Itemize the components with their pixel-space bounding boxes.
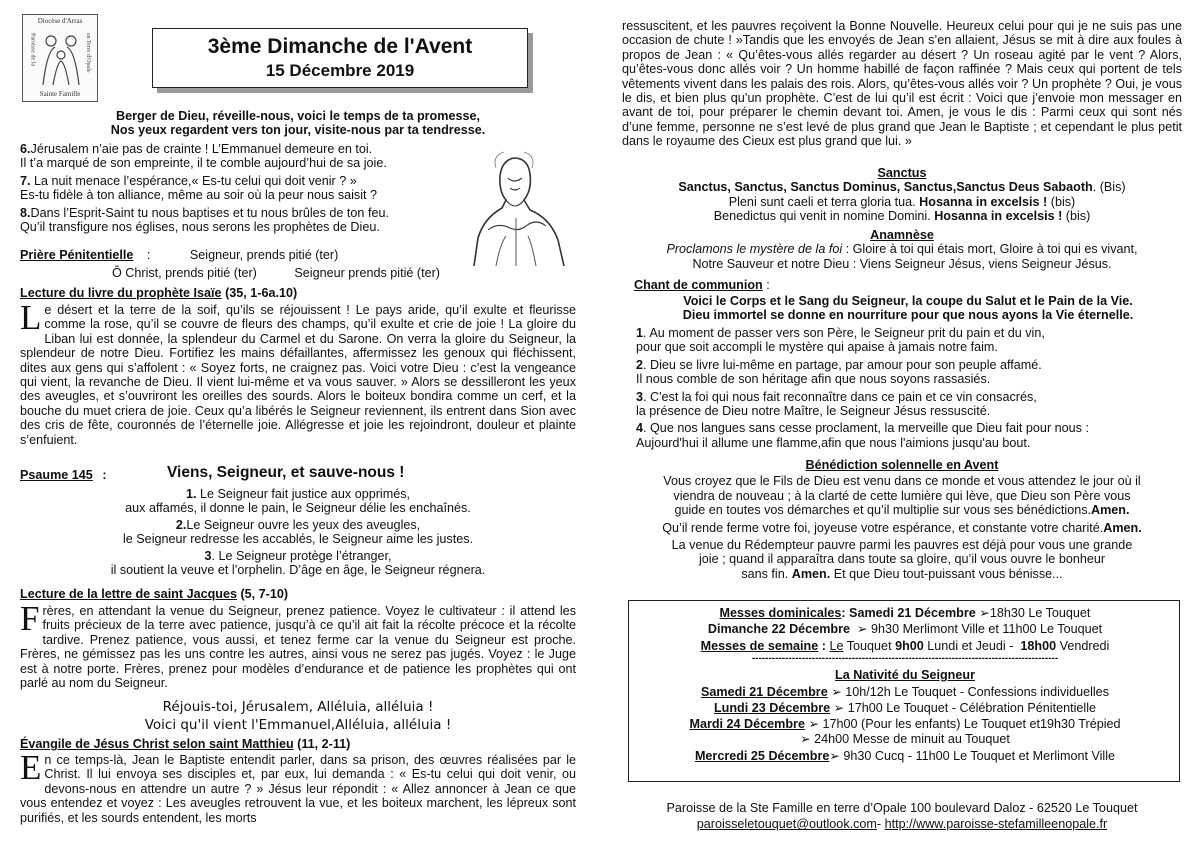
- nativity-event-2: ➢ 17h00 Le Touquet - Célébration Pénitentielle: [833, 701, 1097, 716]
- communion-verse-4-line-1: . Que nos langues sans cesse proclament, la merveille que Dieu fait pour nous :: [643, 421, 1089, 436]
- weekday-masses-time-1: 9h00: [895, 638, 924, 653]
- parish-email-link[interactable]: paroisseletouquet@outlook.com: [696, 817, 877, 832]
- anamnese-intro: Proclamons le mystère de la foi: [666, 242, 843, 257]
- verse-7-number: 7.: [20, 173, 31, 188]
- psalm-stanza-3-number: 3: [204, 548, 212, 563]
- communion-verse-4-line-2: Aujourd'hui il allume une flamme,afin que nous l'aimions jusqu'au bout.: [636, 435, 1031, 450]
- communion-verse-3-line-1: . C'est la foi qui nous fait reconnaître dans ce pain et ce vin consacrés,: [643, 389, 1037, 404]
- weekday-masses-town: Touquet: [846, 638, 892, 653]
- psalm-stanza-1-line-2: aux affamés, il donne le pain, le Seigneur délie les enchaînés.: [125, 501, 471, 516]
- reading-1-heading: [20, 286, 297, 300]
- penitential-kyrie: Seigneur, prends pitié (ter): [189, 248, 339, 262]
- blessing-line-2: viendra de nouveau ; à la clarté de cette lumière qui lève, que Dieu son Père vous: [673, 488, 1131, 503]
- acclamation-line-1: Réjouis-toi, Jérusalem, Alléluia, alléluia !: [162, 699, 434, 715]
- blessing-line-4: Qu’il rende ferme votre foi, joyeuse votre espérance, et constante votre charité.: [662, 520, 1104, 535]
- parish-footer: [622, 801, 1182, 832]
- gospel-drop-cap: E: [20, 748, 42, 787]
- psalm-stanza-2-line-2: le Seigneur redresse les accablés, le Seigneur aime les justes.: [122, 532, 473, 547]
- communion-verse-3-number: 3: [636, 389, 644, 404]
- psalm-refrain: Viens, Seigneur, et sauve-nous !: [167, 464, 405, 481]
- weekday-masses-time-2: 18h00: [1020, 638, 1057, 653]
- logo-top-text: Diocèse d'Arras: [37, 17, 83, 25]
- blessing-line-8: Et que Dieu tout-puissant vous bénisse...: [833, 566, 1063, 581]
- reading-2-heading: [20, 587, 288, 601]
- sanctus-line-3: Benedictus qui venit in nomine Domini.: [713, 209, 931, 224]
- verse-7-line-2: Es-tu fidèle à ton alliance, même au soir où la peur nous saisit ?: [20, 188, 378, 203]
- sunday-masses-saturday-time: ➢18h30 Le Touquet: [979, 606, 1091, 620]
- blessing-line-7: sans fin.: [741, 566, 789, 581]
- blessing-line-3: guide en toutes vos démarches et qu’il multiplie sur vous ses bénédictions.: [674, 503, 1092, 518]
- nativity-day-2: Lundi 23 Décembre: [713, 701, 831, 716]
- sanctus-title: Sanctus: [877, 166, 927, 180]
- weekday-masses-days-2: Vendredi: [1059, 638, 1110, 653]
- logo-left-text: Paroisse de la: [29, 33, 36, 66]
- reading-1-body: e désert et la terre de la soif, qu’ils se réjouissent ! Le pays aride, qu’il exulte et fleurisse comme la rose, qu’il se couvre de fleurs des champs, qu’il exulte et crie de joie ! La gloire du Liban lui est donnée, la splendeur du Carmel et du Sarone. On verra la gloire du Seigneur, la splendeur de notre Dieu. Fortifiez les mains défaillantes, affermissez les genoux qui fléchissent, dites aux gens qui s’affolent : « Soyez forts, ne craignez pas. Voici votre Dieu : c’est la vengeance qui vient, la revanche de Dieu. Il vient lui-même et va vous sauver. » Alors se dessilleront les yeux des aveugles, et s’ouvriront les oreilles des sourds. Alors le boiteux bondira comme un cerf, et la bouche du muet criera de joie. Ceux qu’a libérés le Seigneur reviennent, ils entrent dans Sion avec des cris de fête, couronnés de l’éternelle joie. Allégresse et joie les rejoindront, douleur et plainte s’enfuient.: [20, 303, 576, 447]
- mass-schedule-box: [628, 600, 1180, 782]
- sanctus-line-3-hosanna: Hosanna in excelsis !: [934, 209, 1063, 224]
- sanctus-line-1: Sanctus, Sanctus, Sanctus Dominus, Sanctus,Sanctus Deus Sabaoth: [678, 180, 1093, 195]
- communion-refrain-line-2: Dieu immortel se donne en nourriture pour que nous ayons la Vie éternelle.: [682, 308, 1134, 323]
- blessing-amen-2: Amen.: [1103, 520, 1142, 535]
- reading-2-text: [20, 599, 576, 691]
- psalm-stanza-1-number: 1.: [185, 487, 197, 501]
- nativity-day-4: Mercredi 25 Décembre: [694, 749, 830, 764]
- psalm-heading: [20, 464, 576, 482]
- sanctus-line-2-hosanna: Hosanna in excelsis !: [919, 194, 1048, 209]
- sanctus-line-2: Pleni sunt caeli et terra gloria tua.: [728, 194, 916, 209]
- sunday-masses-saturday: : Samedi 21 Décembre: [841, 606, 976, 620]
- penitential-kyrie-2: Seigneur prends pitié (ter): [294, 266, 440, 280]
- gospel-text-right: ressuscitent, et les pauvres reçoivent la Bonne Nouvelle. Heureux celui pour qui je ne suis pas une occasion de chute ! »Tandis que les envoyés de Jean s’en allaient, Jésus se mit à dire aux foules à propos de Jean : « Qu’êtes-vous allés regarder au désert ? Un roseau agité par le vent ? Alors, qu’êtes-vous donc allés voir ? Un homme habillé de façon raffinée ? Mais ceux qui portent de tels vêtements vivent dans les palais des rois. Alors, qu’êtes-vous allés voir ? Un prophète ? Oui, je vous le dis, et bien plus qu’un prophète. C’est de lui qu’il est écrit : Voici que j’envoie mon messager en avant de toi, pour préparer le chemin devant toi. Amen, je vous le dis : Parmi ceux qui sont nés d’une femme, personne ne s’est levé de plus grand que Jean le Baptiste ; et cependant le plus petit dans le royaume des Cieux est plus grand que lui. »: [622, 19, 1182, 149]
- mass-schedule: [629, 606, 1181, 764]
- reading-2-title: Lecture de la lettre de saint Jacques: [20, 587, 237, 601]
- hymn-refrain-line-1: Berger de Dieu, réveille-nous, voici le temps de ta promesse,: [116, 109, 480, 123]
- verse-8-line-1: Dans l’Esprit-Saint tu nous baptises et tu nous brûles de ton feu.: [30, 205, 389, 220]
- parish-website-link[interactable]: http://www.paroisse-stefamilleenopale.fr: [884, 817, 1108, 832]
- communion-verse-1-number: 1: [636, 326, 644, 340]
- nativity-event-3b: ➢ 24h00 Messe de minuit au Touquet: [800, 731, 1010, 746]
- blessing-line-6: joie ; quand il apparaîtra dans toute sa gloire, qu’il vous ouvre le bonheur: [698, 552, 1106, 567]
- penitential-label: Prière Pénitentielle: [20, 248, 134, 262]
- holy-family-icon: [37, 31, 85, 87]
- anamnese-line-2: Notre Sauveur et notre Dieu : Viens Seigneur Jésus, viens Seigneur Jésus.: [692, 256, 1112, 271]
- hymn-refrain-line-2: Nos yeux regardent vers ton jour, visite-nous par ta tendresse.: [110, 123, 486, 138]
- communion-verse-2-number: 2: [636, 357, 644, 372]
- psalm-colon: :: [102, 468, 107, 482]
- gospel-title: Évangile de Jésus Christ selon saint Matthieu: [20, 737, 294, 751]
- nativity-event-4: ➢ 9h30 Cucq - 11h00 Le Touquet et Merlimont Ville: [829, 749, 1116, 764]
- communion-heading: [634, 278, 770, 292]
- blessing-amen-3: Amen.: [791, 566, 831, 581]
- blessing-line-5: La venue du Rédempteur pauvre parmi les pauvres est déjà pour vous une grande: [671, 538, 1133, 553]
- weekday-masses-days-1: Lundi et Jeudi -: [927, 638, 1014, 653]
- nativity-day-1: Samedi 21 Décembre: [701, 684, 828, 699]
- reading-1-title: Lecture du livre du prophète Isaïe: [20, 286, 222, 300]
- gospel-acclamation: [20, 698, 576, 734]
- communion-verse-2-line-1: . Dieu se livre lui-même en partage, par amour pour son peuple affamé.: [643, 357, 1042, 372]
- psalm-label: Psaume 145: [20, 468, 93, 482]
- reading-1-ref: (35, 1-6a.10): [225, 286, 298, 300]
- penitential-colon: :: [146, 248, 151, 262]
- psalm-stanza-2-number: 2.: [175, 517, 187, 532]
- gospel-ref: (11, 2-11): [297, 737, 351, 751]
- verse-7-line-1: La nuit menace l’espérance,« Es-tu celui qui doit venir ? »: [34, 173, 357, 188]
- acclamation-line-2: Voici qu'il vient l'Emmanuel,Alléluia, alléluia !: [144, 717, 452, 733]
- title-box: [152, 28, 528, 88]
- jesus-illustration: [466, 148, 570, 266]
- psalm-stanza-3-line-1: . Le Seigneur protège l’étranger,: [211, 548, 392, 563]
- parish-logo: [22, 14, 98, 102]
- sunday-masses-label: Messes dominicales: [719, 606, 842, 620]
- verse-8-line-2: Qu’il transfigure nos églises, nous serons les prophètes de Dieu.: [20, 220, 380, 235]
- anamnese-section: [622, 228, 1182, 271]
- sunday-masses-sunday: Dimanche 22 Décembre: [707, 622, 850, 637]
- blessing-title: Bénédiction solennelle en Avent: [805, 458, 999, 472]
- reading-2-body: rères, en attendant la venue du Seigneur, prenez patience. Voyez le cultivateur : il attend les fruits précieux de la terre avec patience, jusqu’à ce qu’il ait fait la récolte précoce et la récolte tardive. Prenez patience, vous aussi, et tenez ferme car la venue du Seigneur est proche. Frères, ne gémissez pas les uns contre les autres, ainsi vous ne serez pas jugés. Voyez : le Juge est à notre porte. Frères, prenez pour modèles d’endurance et de patience les prophètes qui ont parlé au nom du Seigneur.: [20, 604, 576, 691]
- communion-refrain-line-1: Voici le Corps et le Sang du Seigneur, la coupe du Salut et le Pain de la Vie.: [683, 294, 1133, 308]
- communion-verse-4-number: 4: [636, 421, 644, 436]
- page-title: 3ème Dimanche de l'Avent: [207, 35, 473, 58]
- schedule-separator: --------------------------------------------------------------------------------------------: [751, 653, 1059, 665]
- weekday-masses-colon: :: [821, 638, 826, 653]
- verse-8-number: 8.: [20, 205, 31, 220]
- communion-verse-2-line-2: Il nous comble de son héritage afin que nous soyons rassasiés.: [636, 372, 991, 387]
- logo-bottom-text: Sainte Famille: [39, 90, 81, 98]
- communion-colon: :: [766, 278, 770, 292]
- psalm-stanza-3-line-2: il soutient la veuve et l’orphelin. D’âge en âge, le Seigneur régnera.: [110, 563, 486, 578]
- parish-address: Paroisse de la Ste Famille en terre d’Opale 100 boulevard Daloz - 62520 Le Touquet: [666, 801, 1138, 815]
- sanctus-line-1-bis: . (Bis): [1092, 180, 1126, 195]
- psalm-stanza-2-line-1: Le Seigneur ouvre les yeux des aveugles,: [186, 517, 421, 532]
- communion-verse-3-line-2: la présence de Dieu notre Maître, le Seigneur Jésus ressuscité.: [636, 404, 991, 419]
- footer-dash: -: [876, 817, 882, 832]
- penitential-line-2: [112, 266, 440, 280]
- hymn-verses: [20, 142, 470, 234]
- communion-title: Chant de communion: [634, 278, 763, 292]
- blessing-line-1: Vous croyez que le Fils de Dieu est venu dans ce monde et vous attendez le jour où il: [663, 474, 1141, 489]
- communion-refrain: [634, 294, 1182, 323]
- reading-1-text: [20, 298, 576, 447]
- page-date: 15 Décembre 2019: [265, 61, 415, 80]
- verse-6-line-2: Il t’a marqué de son empreinte, il te comble aujourd’hui de sa joie.: [20, 156, 387, 171]
- penitential-christe: Ô Christ, prends pitié (ter): [112, 266, 257, 280]
- anamnese-title: Anamnèse: [870, 228, 934, 242]
- blessing-amen-1: Amen.: [1091, 503, 1130, 518]
- sanctus-line-2-bis: (bis): [1050, 194, 1076, 209]
- logo-right-text: en Terre d'Opale: [85, 33, 91, 73]
- psalm-stanzas: [20, 487, 576, 577]
- hymn-refrain: [20, 109, 576, 138]
- communion-verse-1-line-2: pour que soit accompli le mystère qui apaise à jamais notre faim.: [636, 340, 998, 355]
- weekday-masses-label: Messes de semaine: [700, 638, 819, 653]
- sanctus-line-3-bis: (bis): [1065, 209, 1091, 224]
- psalm-stanza-1-line-1: Le Seigneur fait justice aux opprimés,: [200, 487, 411, 501]
- verse-6-line-1: Jérusalem n’aie pas de crainte ! L’Emmanuel demeure en toi.: [30, 142, 373, 156]
- communion-verses: [636, 326, 1182, 450]
- nativity-day-3: Mardi 24 Décembre: [689, 717, 805, 732]
- gospel-heading: [20, 737, 350, 751]
- verse-6-number: 6.: [20, 142, 31, 156]
- communion-verse-1-line-1: . Au moment de passer vers son Père, le Seigneur prit du pain et du vin,: [643, 326, 1045, 340]
- sunday-masses-sunday-times: ➢ 9h30 Merlimont Ville et 11h00 Le Touquet: [857, 622, 1103, 637]
- reading-1-drop-cap: L: [20, 298, 42, 337]
- nativity-event-1: ➢ 10h/12h Le Touquet - Confessions individuelles: [831, 684, 1109, 699]
- nativity-event-3: ➢ 17h00 (Pour les enfants) Le Touquet et19h30 Trépied: [808, 717, 1121, 732]
- blessing-section: [622, 458, 1182, 581]
- reading-2-ref: (5, 7-10): [240, 587, 289, 601]
- reading-2-drop-cap: F: [20, 599, 40, 638]
- weekday-masses-place: Le: [829, 638, 844, 653]
- anamnese-line-1: : Gloire à toi qui étais mort, Gloire à toi qui es vivant,: [845, 242, 1138, 257]
- nativity-title: La Nativité du Seigneur: [835, 668, 975, 683]
- penitential-line-1: [20, 248, 338, 262]
- gospel-text-left: [20, 748, 576, 825]
- gospel-body-part-1: n ce temps-là, Jean le Baptiste entendit parler, dans sa prison, des œuvres réalisées par le Christ. Il lui envoya ses disciples et, par eux, lui demanda : « Es-tu celui qui doit venir, ou devons-nous en attendre un autre ? » Jésus leur répondit : « Allez annoncer à Jean ce que vous entendez et voyez : Les aveugles retrouvent la vue, et les boiteux marchent, les lépreux sont purifiés, et les sourds entendent, les morts: [20, 753, 576, 825]
- sanctus-section: [622, 166, 1182, 224]
